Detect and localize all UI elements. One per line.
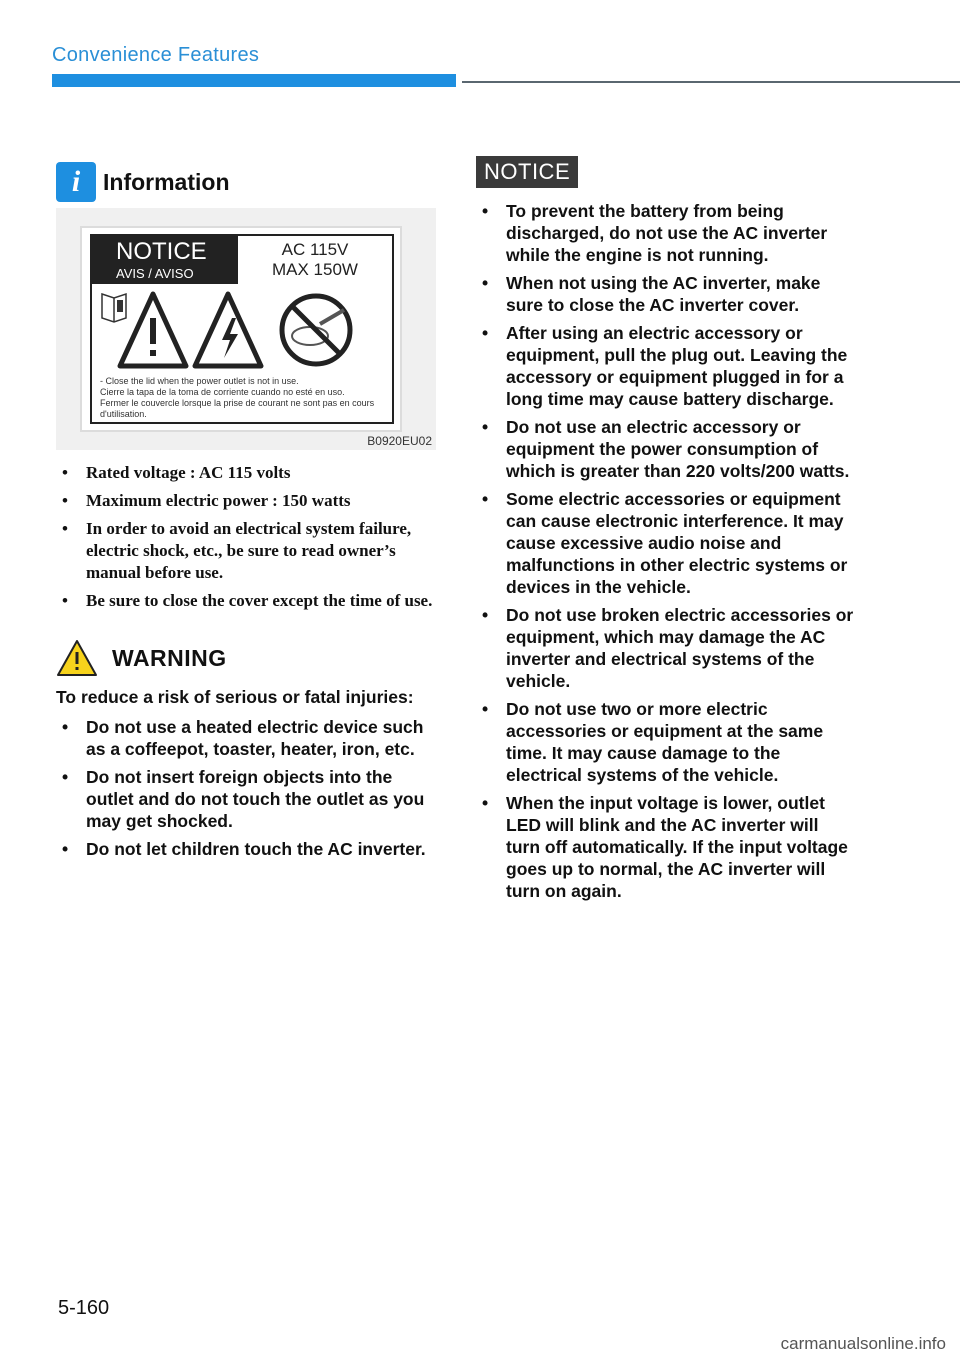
- notice-label: [80, 226, 402, 432]
- notice-list: [476, 200, 856, 902]
- info-icon: i: [56, 162, 96, 202]
- list-item: • To prevent the battery from being discharged, do not use the AC inverter while the engine is not running.: [476, 200, 856, 266]
- label-avis-word: AVIS / AVISO: [116, 266, 194, 281]
- list-item: • In order to avoid an electrical system failure, electric shock, etc., be sure to read owner’s manual before use.: [56, 518, 438, 584]
- label-frame: [90, 234, 394, 424]
- list-item: • When not using the AC inverter, make sure to close the AC inverter cover.: [476, 272, 856, 316]
- watermark-link[interactable]: carmanualsonline.info: [780, 1334, 946, 1353]
- list-item: • Do not use broken electric accessories or equipment, which may damage the AC inverter and electrical systems of the vehicle.: [476, 604, 856, 692]
- list-item: • Be sure to close the cover except the time of use.: [56, 590, 438, 612]
- information-heading: [56, 160, 438, 204]
- list-item: • Do not use an electric accessory or equipment the power consumption of which is greater than 220 volts/200 watts.: [476, 416, 856, 482]
- page-number: 5-160: [58, 1297, 110, 1319]
- figure-code: B0920EU02: [367, 434, 432, 448]
- label-line-es: Cierre la tapa de la toma de corriente cuando no esté en uso.: [100, 387, 345, 397]
- warning-title: WARNING: [112, 644, 227, 671]
- warning-list: [56, 716, 438, 860]
- list-item: • Some electric accessories or equipment can cause electronic interference. It may cause excessive audio noise and malfunctions in other electric systems or devices in the vehicle.: [476, 488, 856, 598]
- list-item: • Do not use two or more electric accessories or equipment at the same time. It may cause damage to the electrical systems of the vehicle.: [476, 698, 856, 786]
- label-notice-box: [92, 236, 238, 284]
- warning-intro: To reduce a risk of serious or fatal injuries:: [56, 687, 414, 707]
- manual-icon: [102, 294, 126, 322]
- header-rule: [462, 81, 960, 83]
- list-item: • When the input voltage is lower, outlet LED will blink and the AC inverter will turn off automatically. If the input voltage goes up to normal, the AC inverter will turn on again.: [476, 792, 856, 902]
- list-item: • Rated voltage : AC 115 volts: [56, 462, 438, 484]
- left-column: [56, 160, 438, 866]
- label-notice-word: NOTICE: [116, 238, 207, 265]
- label-ac-voltage: AC 115V: [281, 240, 349, 259]
- information-title: Information: [103, 168, 230, 195]
- list-item: • After using an electric accessory or equipment, pull the plug out. Leaving the accessory or equipment plugged in for a long time may cause battery discharge.: [476, 322, 856, 410]
- list-item: • Maximum electric power : 150 watts: [56, 490, 438, 512]
- list-item: • Do not use a heated electric device such as a coffeepot, toaster, heater, iron, etc.: [56, 716, 438, 760]
- label-line-fr: Fermer le couvercle lorsque la prise de courant ne sont pas en cours d'utilisation.: [100, 398, 375, 419]
- notice-badge: NOTICE: [476, 156, 578, 188]
- label-max-power: MAX 150W: [272, 260, 358, 279]
- electric-shock-icon: [195, 294, 261, 366]
- right-column: [476, 156, 856, 908]
- label-pictograms: [98, 290, 388, 374]
- label-line-en: - Close the lid when the power outlet is not in use.: [100, 376, 299, 386]
- list-item: • Do not let children touch the AC inverter.: [56, 838, 438, 860]
- label-rating-box: [238, 236, 392, 284]
- warning-heading: [56, 638, 438, 678]
- label-instructions: [100, 376, 390, 420]
- section-title: Convenience Features: [52, 44, 260, 66]
- caution-triangle-icon: [120, 294, 186, 366]
- warning-icon: [56, 639, 98, 677]
- information-list: [56, 462, 438, 612]
- notice-label-figure: [56, 208, 436, 450]
- list-item: • Do not insert foreign objects into the outlet and do not touch the outlet as you may get shocked.: [56, 766, 438, 832]
- no-plug-icon: [282, 296, 350, 364]
- header-accent-bar: [52, 74, 456, 87]
